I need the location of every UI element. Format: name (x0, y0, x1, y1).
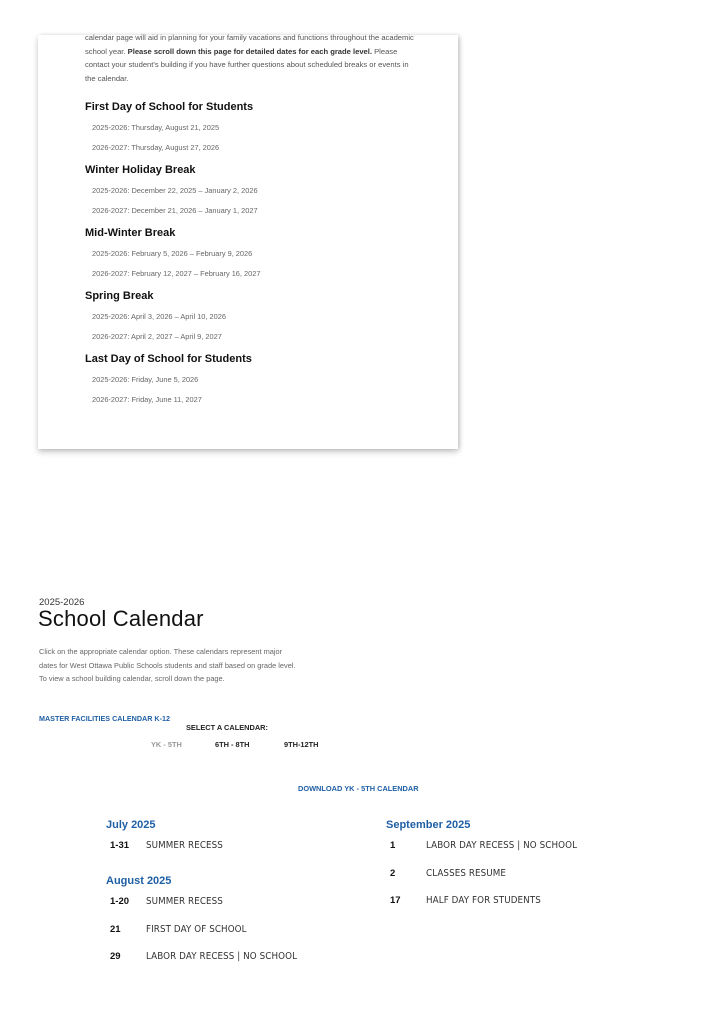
month-september (386, 819, 636, 920)
month-heading: August 2025 (106, 875, 172, 887)
key-dates-list (85, 97, 415, 412)
mid-winter-break-section (85, 223, 415, 284)
spring-break-section (85, 286, 415, 347)
section-heading: Mid-Winter Break (85, 227, 176, 239)
date-row: 2026-2027: December 21, 2026 – January 1, 2027 (92, 206, 258, 215)
date-row: 2026-2027: April 2, 2027 – April 9, 2027 (92, 332, 222, 341)
first-day-section (85, 97, 415, 158)
list-item (386, 837, 636, 865)
select-calendar-label: SELECT A CALENDAR: (186, 723, 268, 732)
list-item (386, 892, 636, 920)
list-item (106, 837, 356, 865)
event-name: HALF DAY FOR STUDENTS (426, 895, 541, 906)
event-date: 2 (390, 867, 396, 879)
intro-text: calendar page will aid in planning for your family vacations and functions throughout the academic school year. (85, 33, 414, 56)
list-item (106, 893, 356, 921)
month-july (106, 819, 356, 865)
section-heading: Spring Break (85, 290, 154, 302)
event-name: SUMMER RECESS (146, 840, 223, 851)
section-heading: Last Day of School for Students (85, 353, 252, 365)
tab-yk-5th[interactable]: YK - 5TH (151, 740, 182, 749)
date-row: 2025-2026: Friday, June 5, 2026 (92, 375, 199, 384)
intro-bold-text: Please scroll down this page for detailed dates for each grade level. (127, 46, 372, 56)
calendar-year: 2025-2026 (39, 597, 85, 608)
event-date: 29 (110, 951, 121, 962)
date-row: 2026-2027: Friday, June 11, 2027 (92, 395, 202, 404)
date-row: 2025-2026: February 5, 2026 – February 9, 2026 (92, 249, 253, 258)
list-item (386, 865, 636, 893)
event-date: 21 (110, 923, 121, 935)
section-heading: First Day of School for Students (85, 101, 254, 113)
list-item (106, 948, 356, 976)
event-name: CLASSES RESUME (426, 867, 506, 879)
month-heading: September 2025 (386, 819, 471, 831)
download-calendar-link[interactable]: DOWNLOAD YK - 5TH CALENDAR (298, 784, 419, 793)
date-row: 2026-2027: Thursday, August 27, 2026 (92, 143, 220, 152)
last-day-section (85, 349, 415, 410)
intro-paragraph (85, 31, 415, 85)
event-date: 1-31 (110, 840, 130, 851)
page-title: School Calendar (38, 606, 204, 631)
month-heading: July 2025 (106, 819, 156, 831)
event-date: 1 (390, 840, 396, 851)
tab-6th-8th[interactable]: 6TH - 8TH (215, 740, 250, 749)
tab-9th-12th[interactable]: 9TH-12TH (284, 740, 319, 749)
event-date: 17 (390, 895, 401, 906)
calendar-description: Click on the appropriate calendar option. These calendars represent major dates for West Ottawa Public Schools students and staff based on grade level. To view a school building calendar, scroll down the page. (39, 647, 296, 683)
list-item (106, 921, 356, 949)
date-row: 2025-2026: December 22, 2025 – January 2, 2026 (92, 186, 258, 195)
event-name: SUMMER RECESS (146, 896, 223, 907)
section-heading: Winter Holiday Break (85, 164, 196, 176)
month-august (106, 875, 356, 976)
event-date: 1-20 (110, 896, 130, 907)
intro-text-contact: Please contact your student's building if you have further questions about scheduled breaks or events in the calendar. (85, 46, 409, 83)
event-name: FIRST DAY OF SCHOOL (146, 923, 247, 935)
date-row: 2025-2026: Thursday, August 21, 2025 (92, 123, 220, 132)
winter-break-section (85, 160, 415, 221)
date-row: 2026-2027: February 12, 2027 – February 16, 2027 (92, 269, 261, 278)
date-row: 2025-2026: April 3, 2026 – April 10, 2026 (92, 312, 226, 321)
master-facilities-calendar-link[interactable]: MASTER FACILITIES CALENDAR K-12 (39, 714, 170, 723)
event-name: LABOR DAY RECESS | NO SCHOOL (426, 840, 578, 851)
event-name: LABOR DAY RECESS | NO SCHOOL (146, 951, 298, 962)
